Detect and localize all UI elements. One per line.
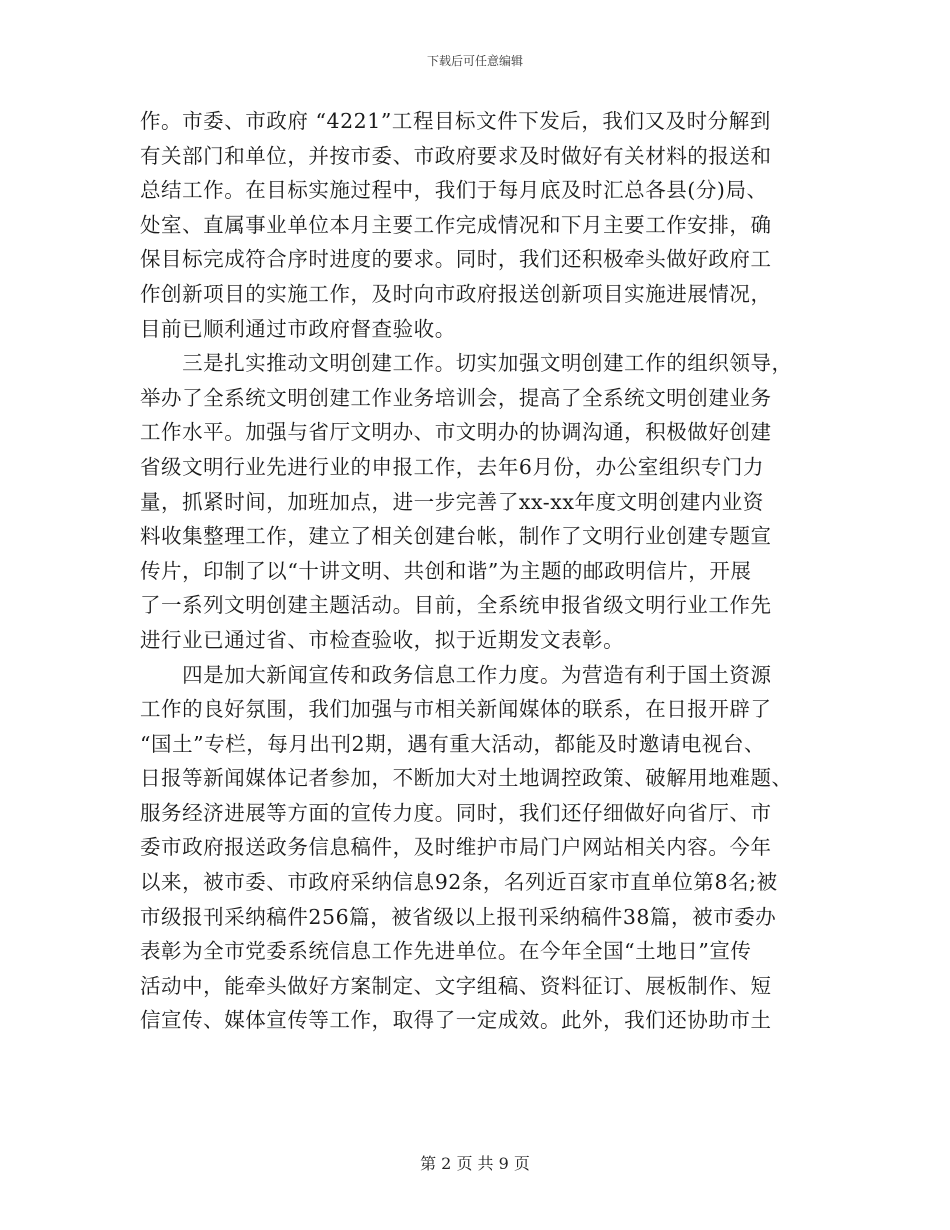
text-line: 进行业已通过省、市检查验收，拟于近期发文表彰。 (140, 627, 625, 652)
text-line: 有关部门和单位，并按市委、市政府要求及时做好有关材料的报送和 (140, 143, 772, 168)
text-line: 处室、直属事业单位本月主要工作完成情况和下月主要工作安排，确 (140, 212, 772, 237)
text-line: 以来，被市委、市政府采纳信息92条，名列近百家市直单位第8名;被 (140, 870, 778, 895)
text-line: 三是扎实推动文明创建工作。切实加强文明创建工作的组织领导， (140, 351, 793, 376)
text-line: 省级文明行业先进行业的申报工作，去年6月份，办公室组织专门力 (140, 454, 765, 479)
text-line: 作。市委、市政府 “4221”工程目标文件下发后，我们又及时分解到 (140, 109, 771, 133)
text-line: 服务经济进展等方面的宣传力度。同时，我们还仔细做好向省厅、市 (140, 800, 772, 825)
text-line: 料收集整理工作，建立了相关创建台帐，制作了文明行业创建专题宣 (140, 524, 772, 549)
text-line: 目前已顺利通过市政府督查验收。 (140, 316, 456, 341)
text-line: 信宣传、媒体宣传等工作，取得了一定成效。此外，我们还协助市土 (140, 1008, 772, 1033)
text-line: 总结工作。在目标实施过程中，我们于每月底及时汇总各县(分)局、 (140, 178, 768, 203)
text-line: 了一系列文明创建主题活动。目前，全系统申报省级文明行业工作先 (140, 593, 772, 618)
text-line: 举办了全系统文明创建工作业务培训会，提高了全系统文明创建业务 (140, 385, 772, 410)
page-number: 第 2 页 共 9 页 (420, 1154, 530, 1173)
document-body (140, 104, 800, 1038)
text-line: 日报等新闻媒体记者参加，不断加大对土地调控政策、破解用地难题、 (140, 766, 793, 791)
text-line: “国土”专栏，每月出刊2期，遇有重大活动，都能及时邀请电视台、 (140, 731, 766, 756)
text-line: 表彰为全市党委系统信息工作先进单位。在今年全国“土地日”宣传 (140, 939, 752, 964)
page-header: 下载后可任意编辑 (426, 54, 523, 68)
text-line: 活动中，能牵头做好方案制定、文字组稿、资料征订、展板制作、短 (140, 973, 772, 998)
text-line: 量，抓紧时间，加班加点，进一步完善了xx-xx年度文明创建内业资 (140, 489, 764, 514)
text-line: 工作的良好氛围，我们加强与市相关新闻媒体的联系，在日报开辟了 (140, 697, 772, 722)
text-line: 四是加大新闻宣传和政务信息工作力度。为营造有利于国土资源 (140, 662, 772, 687)
text-line: 作创新项目的实施工作，及时向市政府报送创新项目实施进展情况， (140, 281, 772, 306)
text-line: 工作水平。加强与省厅文明办、市文明办的协调沟通，积极做好创建 (140, 420, 772, 445)
text-line: 保目标完成符合序时进度的要求。同时，我们还积极牵头做好政府工 (140, 247, 772, 272)
text-line: 市级报刊采纳稿件256篇，被省级以上报刊采纳稿件38篇，被市委办 (140, 904, 777, 929)
text-line: 传片，印制了以“十讲文明、共创和谐”为主题的邮政明信片，开展 (140, 558, 752, 583)
text-line: 委市政府报送政务信息稿件，及时维护市局门户网站相关内容。今年 (140, 835, 772, 860)
